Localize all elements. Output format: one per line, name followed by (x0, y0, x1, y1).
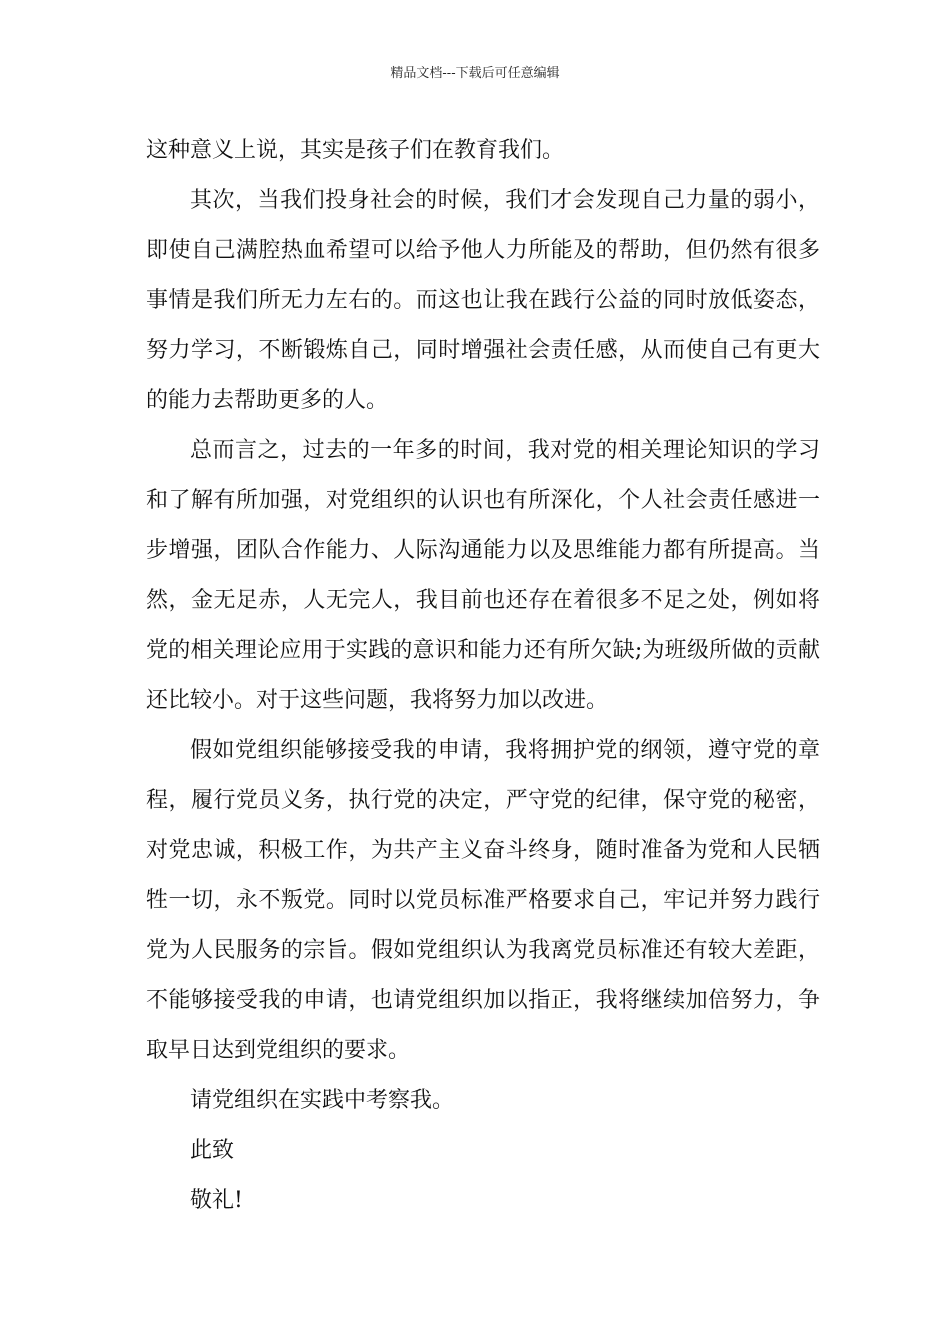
paragraph-request: 请党组织在实践中考察我。 (190, 1088, 455, 1113)
document-body (146, 126, 820, 1226)
page-header: 精品文档---下载后可任意编辑 (390, 66, 560, 81)
paragraph-continuation: 这种意义上说，其实是孩子们在教育我们。 (146, 138, 565, 163)
paragraph-social-involvement: 其次，当我们投身社会的时候，我们才会发现自己力量的弱小，即使自己满腔热血希望可以给予他人力所能及的帮助，但仍然有很多事情是我们所无力左右的。而这也让我在践行公益的同时放低姿态，努力学习，不断锻炼自己，同时增强社会责任感，从而使自己有更大的能力去帮助更多的人。 (146, 188, 820, 413)
paragraph-summary: 总而言之，过去的一年多的时间，我对党的相关理论知识的学习和了解有所加强，对党组织的认识也有所深化，个人社会责任感进一步增强，团队合作能力、人际沟通能力以及思维能力都有所提高。当然，金无足赤，人无完人，我目前也还存在着很多不足之处，例如将党的相关理论应用于实践的意识和能力还有所欠缺;为班级所做的贡献还比较小。对于这些问题，我将努力加以改进。 (146, 438, 820, 713)
closing-regards: 敬礼! (190, 1188, 243, 1213)
paragraph-commitment: 假如党组织能够接受我的申请，我将拥护党的纲领，遵守党的章程，履行党员义务，执行党的决定，严守党的纪律，保守党的秘密，对党忠诚，积极工作，为共产主义奋斗终身，随时准备为党和人民牺牲一切，永不叛党。同时以党员标准严格要求自己，牢记并努力践行党为人民服务的宗旨。假如党组织认为我离党员标准还有较大差距，不能够接受我的申请，也请党组织加以指正，我将继续加倍努力，争取早日达到党组织的要求。 (146, 738, 820, 1063)
closing-salutation: 此致 (190, 1138, 235, 1163)
